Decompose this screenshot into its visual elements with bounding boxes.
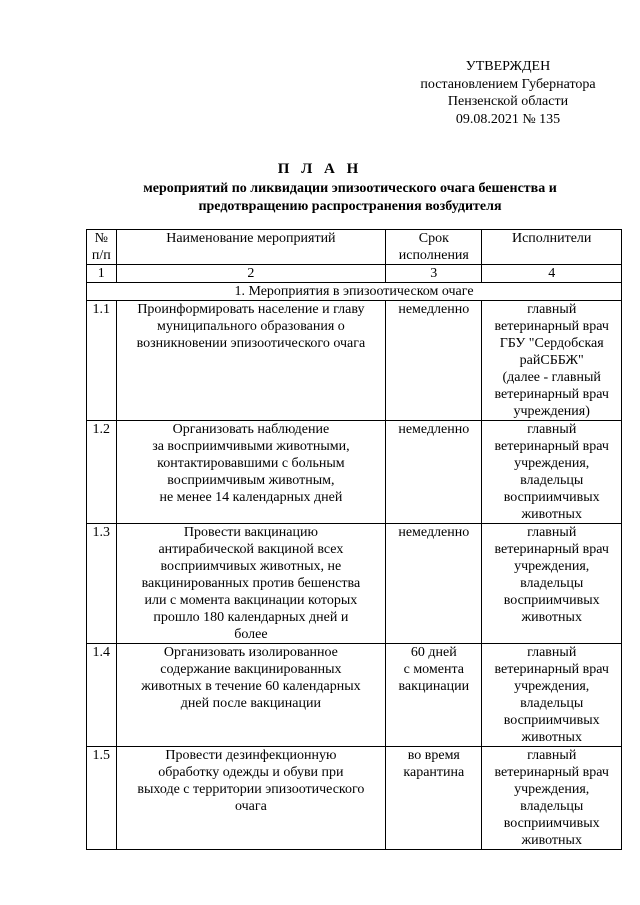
cell-line: восприимчивым животным, [167, 473, 335, 488]
column-number: 4 [482, 265, 622, 283]
cell-line: восприимчивых [503, 816, 600, 831]
plan-subtitle-line: мероприятий по ликвидации эпизоотического очага бешенства и [143, 181, 557, 196]
row-executors [482, 747, 622, 850]
cell-line: райСББЖ" [519, 353, 584, 368]
row-name [116, 747, 386, 850]
table-row [87, 421, 622, 524]
cell-line: немедленно [398, 302, 470, 317]
header-line: исполнения [398, 248, 469, 263]
cell-line: не менее 14 календарных дней [159, 490, 343, 505]
cell-line: во время [407, 748, 460, 763]
cell-line: вакцинированных против бешенства [141, 576, 361, 591]
section-row [87, 283, 622, 301]
cell-line: возникновении эпизоотического очага [136, 336, 366, 351]
cell-line: дней после вакцинации [180, 696, 321, 711]
column-number-row [87, 265, 622, 283]
approval-date-number: 09.08.2021 № 135 [455, 111, 561, 127]
header-line: п/п [91, 248, 111, 263]
row-num: 1.5 [87, 747, 117, 850]
cell-line: животных в течение 60 календарных [141, 679, 361, 694]
header-executors [482, 230, 622, 265]
row-name [116, 421, 386, 524]
cell-line: немедленно [398, 422, 470, 437]
plan-title: П Л А Н [277, 161, 363, 177]
cell-line: учреждения, [514, 679, 590, 694]
cell-line: восприимчивых животных, не [160, 559, 342, 574]
row-executors [482, 421, 622, 524]
column-number: 3 [386, 265, 482, 283]
approval-decree: постановлением Губернатора [420, 76, 596, 92]
plan-subtitle [60, 180, 640, 216]
row-term [386, 644, 482, 747]
cell-line: учреждения, [514, 456, 590, 471]
cell-line: очага [234, 799, 267, 814]
plan-subtitle-line: предотвращению распространения возбудителя [198, 199, 502, 214]
cell-line: обработку одежды и обуви при [158, 765, 344, 780]
cell-line: прошло 180 календарных дней и [153, 610, 349, 625]
cell-line: Проинформировать население и главу [137, 302, 365, 317]
cell-line: главный [527, 422, 577, 437]
cell-line: ветеринарный врач [494, 387, 609, 402]
row-term [386, 301, 482, 421]
cell-line: (далее - главный [502, 370, 601, 385]
row-name [116, 644, 386, 747]
header-term [386, 230, 482, 265]
cell-line: владельцы [520, 576, 584, 591]
approval-block [400, 58, 616, 128]
cell-line: более [234, 627, 268, 642]
row-executors [482, 644, 622, 747]
cell-line: Провести вакцинацию [183, 525, 318, 540]
cell-line: контактировавшими с больным [157, 456, 345, 471]
cell-line: ветеринарный врач [494, 662, 609, 677]
row-term [386, 524, 482, 644]
cell-line: Организовать наблюдение [172, 422, 330, 437]
cell-line: содержание вакцинированных [160, 662, 342, 677]
cell-line: муниципального образования о [157, 319, 345, 334]
header-name [116, 230, 386, 265]
cell-line: главный [527, 645, 577, 660]
header-line: Наименование мероприятий [166, 231, 336, 246]
cell-line: животных [521, 730, 582, 745]
cell-line: владельцы [520, 473, 584, 488]
row-term [386, 421, 482, 524]
cell-line: главный [527, 525, 577, 540]
row-num: 1.2 [87, 421, 117, 524]
plan-table [86, 229, 622, 850]
row-num: 1.4 [87, 644, 117, 747]
cell-line: ветеринарный врач [494, 765, 609, 780]
row-executors [482, 524, 622, 644]
cell-line: учреждения) [513, 404, 590, 419]
table-row [87, 301, 622, 421]
row-executors [482, 301, 622, 421]
cell-line: карантина [403, 765, 465, 780]
cell-line: или с момента вакцинации которых [144, 593, 358, 608]
approval-title: УТВЕРЖДЕН [465, 59, 551, 74]
row-name [116, 301, 386, 421]
cell-line: восприимчивых [503, 490, 600, 505]
table-row [87, 524, 622, 644]
table-row [87, 644, 622, 747]
cell-line: владельцы [520, 799, 584, 814]
header-num [87, 230, 117, 265]
row-name [116, 524, 386, 644]
cell-line: с момента [403, 662, 464, 677]
column-number: 2 [116, 265, 386, 283]
header-line: № [94, 231, 108, 246]
table-header-row [87, 230, 622, 265]
cell-line: Провести дезинфекционную [165, 748, 337, 763]
approval-region: Пензенской области [447, 94, 569, 109]
cell-line: учреждения, [514, 559, 590, 574]
cell-line: ветеринарный врач [494, 542, 609, 557]
cell-line: выходе с территории эпизоотического [137, 782, 365, 797]
cell-line: 60 дней [410, 645, 457, 660]
cell-line: животных [521, 507, 582, 522]
cell-line: животных [521, 833, 582, 848]
header-line: Исполнители [511, 231, 592, 246]
cell-line: ветеринарный врач [494, 439, 609, 454]
cell-line: за восприимчивыми животными, [152, 439, 350, 454]
row-num: 1.3 [87, 524, 117, 644]
cell-line: ветеринарный врач [494, 319, 609, 334]
cell-line: главный [527, 748, 577, 763]
cell-line: Организовать изолированное [163, 645, 338, 660]
cell-line: ГБУ "Сердобская [499, 336, 604, 351]
cell-line: немедленно [398, 525, 470, 540]
cell-line: вакцинации [398, 679, 470, 694]
cell-line: главный [527, 302, 577, 317]
section-title: 1. Мероприятия в эпизоотическом очаге [87, 283, 622, 301]
cell-line: учреждения, [514, 782, 590, 797]
row-num: 1.1 [87, 301, 117, 421]
header-line: Срок [418, 231, 449, 246]
cell-line: животных [521, 610, 582, 625]
column-number: 1 [87, 265, 117, 283]
cell-line: владельцы [520, 696, 584, 711]
cell-line: восприимчивых [503, 713, 600, 728]
cell-line: восприимчивых [503, 593, 600, 608]
cell-line: антирабической вакциной всех [158, 542, 344, 557]
row-term [386, 747, 482, 850]
table-row [87, 747, 622, 850]
